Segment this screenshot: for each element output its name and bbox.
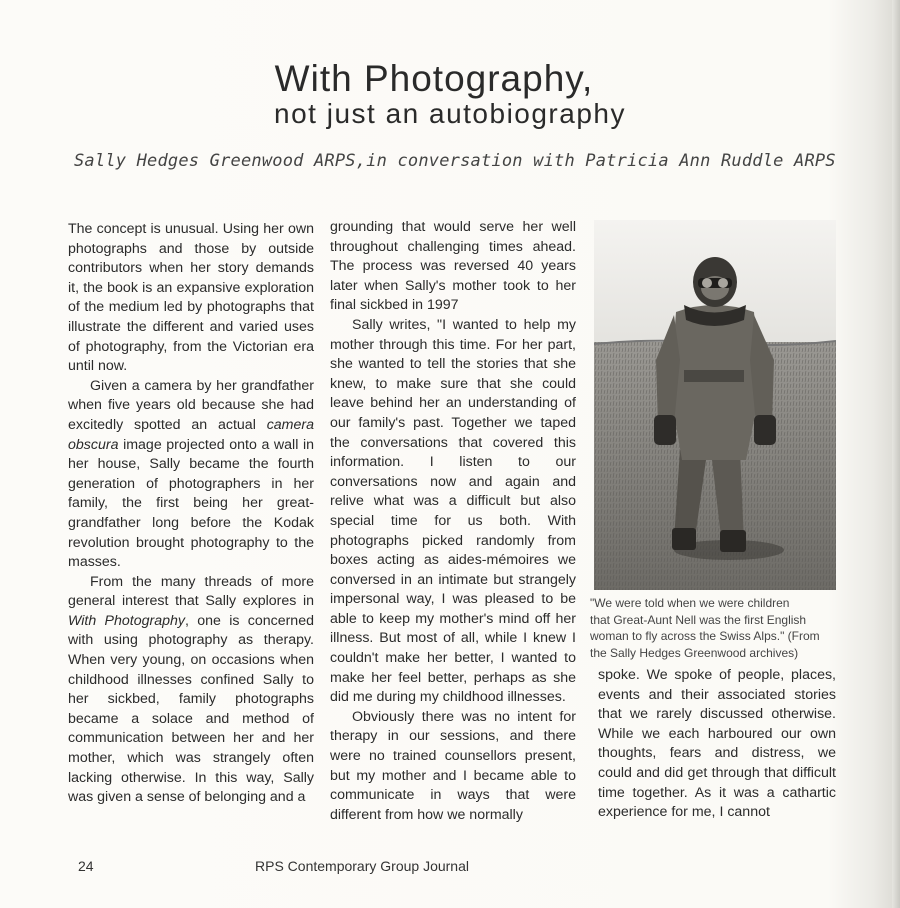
- paragraph: Given a camera by her grandfather when five years old because she had excitedly spotted an actual camera obscura image projected onto a wall in her house, Sally became the fourth generation of photographers in her family, the first being her great-grandfather long before the Kodak revolution brought photography to the masses.: [68, 377, 314, 571]
- text-column-1: [68, 220, 314, 808]
- page-number: 24: [78, 858, 94, 874]
- text-column-3: [598, 666, 836, 823]
- paragraph: From the many threads of more general interest that Sally explores in With Photography, one is concerned with using photography as therapy. When very young, on occasions when childhood illnesses confined Sally to her sickbed, family photographs became a solace and method of communication between her and her mother, which was strangely often lacking otherwise. In this way, Sally was given a sense of belonging and a: [68, 573, 314, 806]
- text-column-2: [330, 218, 576, 825]
- paragraph: Sally writes, "I wanted to help my mother through this time. For her part, she wanted to tell the stories that she knew, to make sure that she could leave behind her an understanding of our family's past. Together we taped the conversations that covered this information. I listen to our conversations now and again and relive what was a difficult but also special time for us both. With photographs picked randomly from boxes acting as aides-mémoires we conversed in an intimate but strangely impersonal way, I was pleased to be able to keep my mother's mind off her illness. But most of all, while I knew I couldn't make her better, I wanted to make her feel better, perhaps as she did me during my childhood illnesses.: [330, 316, 576, 706]
- archive-photo-aviator: [594, 220, 836, 590]
- paragraph: The concept is unusual. Using her own photographs and those by outside contributors when her story demands it, the book is an expansive exploration of the medium led by photographs that illustrate the different and varied uses of photography, from the Victorian era until now.: [68, 221, 314, 375]
- caption-line: that Great-Aunt Nell was the first English: [590, 612, 807, 627]
- article-byline: Sally Hedges Greenwood ARPS,in conversation with Patricia Ann Ruddle ARPS: [74, 151, 836, 171]
- caption-line: woman to fly across the Swiss Alps." (From: [590, 629, 820, 643]
- caption-line: the Sally Hedges Greenwood archives): [590, 645, 799, 660]
- article-title: With Photography,: [274, 58, 594, 99]
- paragraph: grounding that would serve her well throughout challenging times ahead. The process was reversed 40 years later when Sally's mother took to her final sickbed in 1997: [330, 219, 576, 314]
- article-subtitle: not just an autobiography: [274, 98, 626, 129]
- paragraph: Obviously there was no intent for therapy in our sessions, and there were no trained counsellors present, but my mother and I became able to communicate in ways that were different from how we normally: [330, 708, 576, 823]
- page-spine-shadow: [892, 0, 900, 908]
- photo-caption: [590, 595, 840, 661]
- journal-name: RPS Contemporary Group Journal: [255, 858, 469, 874]
- paragraph: spoke. We spoke of people, places, events and their associated stories that we rarely discussed otherwise. While we each harboured our own thoughts, fears and distress, we could and did get through that difficult time together. As it was a cathartic experience for me, I cannot: [598, 667, 836, 821]
- caption-line: "We were told when we were children: [590, 596, 790, 610]
